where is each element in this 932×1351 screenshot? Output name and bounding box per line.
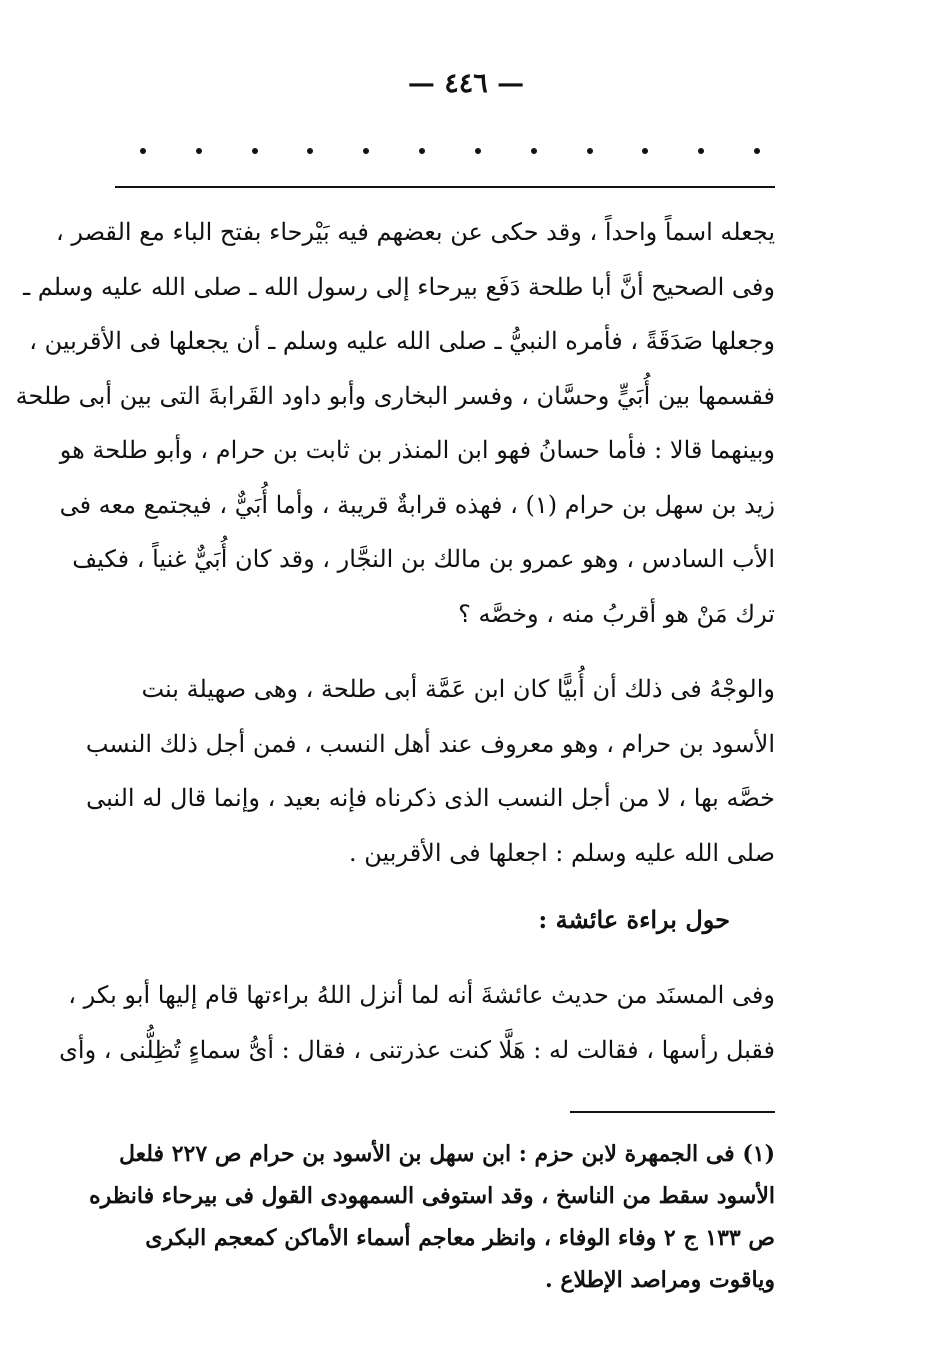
separator-dot [307, 148, 313, 154]
text-line: فقسمها بين أُبَيٍّ وحسَّان ، وفسر البخارى وأبو داود القَرابةَ التى بين أبى طلحة [15, 381, 775, 410]
text-line: فقبل رأسها ، فقالت له : هَلَّا كنت عذرتنى ، فقال : أىُّ سماءٍ تُظِلُّنى ، وأى [59, 1035, 775, 1064]
separator-dot [419, 148, 425, 154]
separator-dot [140, 148, 146, 154]
separator-dots [140, 148, 760, 154]
text-line: وفى الصحيح أنَّ أبا طلحة دَفَع بيرحاء إلى رسول الله ـ صلى الله عليه وسلم ـ [23, 272, 775, 301]
separator-dot [698, 148, 704, 154]
separator-dot [252, 148, 258, 154]
separator-dot [475, 148, 481, 154]
text-line: صلى الله عليه وسلم : اجعلها فى الأقربين . [349, 838, 775, 867]
text-line: وفى المسنَد من حديث عائشةَ أنه لما أنزل اللهُ براءتها قام إليها أبو بكر ، [68, 981, 775, 1009]
text-line: والوجْهُ فى ذلك أن أُبيًّا كان ابن عَمَّة أبى طلحة ، وهى صهيلة بنت [141, 675, 775, 703]
section-heading: حول براءة عائشة : [538, 905, 730, 934]
footnote-line: ص ١٣٣ ج ٢ وفاء الوفاء ، وانظر معاجم أسماء الأماكن كمعجم البكرى [145, 1225, 775, 1251]
footnote-line: (١) فى الجمهرة لابن حزم : ابن سهل بن الأسود بن حرام ص ٢٢٧ فلعل [119, 1141, 775, 1167]
page-number: — ٤٤٦ — [407, 68, 525, 99]
text-line: يجعله اسماً واحداً ، وقد حكى عن بعضهم فيه بَيْرحاء بفتح الباء مع القصر ، [56, 218, 775, 246]
text-line: خصَّه بها ، لا من أجل النسب الذى ذكرناه فإنه بعيد ، وإنما قال له النبى [86, 784, 775, 812]
text-line: وبينهما قالا : فأما حسانُ فهو ابن المنذر بن ثابت بن حرام ، وأبو طلحة هو [59, 436, 775, 464]
separator-dot [196, 148, 202, 154]
separator-dot [587, 148, 593, 154]
separator-dot [363, 148, 369, 154]
paragraph-2 [85, 662, 775, 880]
footnote-rule [570, 1111, 775, 1113]
footnote-line: الأسود سقط من الناسخ ، وقد استوفى السمهودى القول فى بيرحاء فانظره [89, 1183, 775, 1209]
text-line: ترك مَنْ هو أقربُ منه ، وخصَّه ؟ [458, 599, 775, 628]
text-line: الأسود بن حرام ، وهو معروف عند أهل النسب ، فمن أجل ذلك النسب [85, 729, 775, 758]
separator-dot [754, 148, 760, 154]
separator-dot [531, 148, 537, 154]
text-line: وجعلها صَدَقَةً ، فأمره النبيُّ ـ صلى الله عليه وسلم ـ أن يجعلها فى الأقربين ، [29, 327, 775, 355]
header-rule [115, 186, 775, 188]
separator-dot [642, 148, 648, 154]
footnote-line: وياقوت ومراصد الإطلاع . [545, 1267, 775, 1293]
paragraph-3 [59, 968, 775, 1077]
text-line: الأب السادس ، وهو عمرو بن مالك بن النجَّار ، وقد كان أُبَيٌّ غنياً ، فكيف [72, 545, 775, 573]
footnote [89, 1133, 775, 1301]
text-line: زيد بن سهل بن حرام (١) ، فهذه قرابةٌ قريبة ، وأما أُبَيٌّ ، فيجتمع معه فى [59, 490, 775, 519]
paragraph-1 [15, 205, 775, 641]
